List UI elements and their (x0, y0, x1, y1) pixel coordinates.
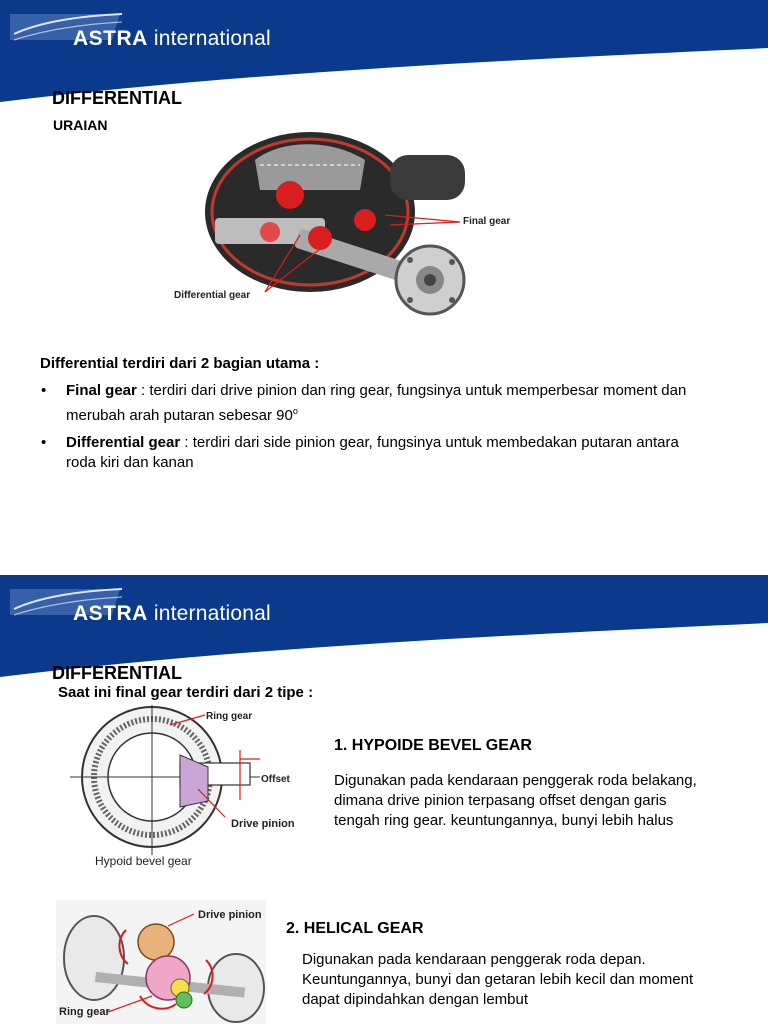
label-ring-gear-helical: Ring gear (59, 1006, 110, 1018)
label-drive-pinion-helical: Drive pinion (198, 909, 262, 921)
slide-2 (0, 575, 768, 1024)
bullet-dot: • (41, 434, 47, 451)
hypoid-caption: Hypoid bevel gear (95, 854, 192, 868)
label-drive-pinion: Drive pinion (231, 818, 295, 830)
hypoid-gear-illustration (70, 705, 300, 865)
slide-subtitle: URAIAN (53, 117, 108, 133)
slide-subtitle: Saat ini final gear terdiri dari 2 tipe : (58, 684, 314, 701)
label-ring-gear: Ring gear (206, 711, 253, 722)
label-differential-gear: Differential gear (174, 290, 251, 301)
label-offset: Offset (261, 774, 290, 785)
type2-heading: 2. HELICAL GEAR (286, 920, 424, 937)
brand-logo: ASTRA international (73, 27, 271, 50)
intro-text: Differential terdiri dari 2 bagian utama : (40, 355, 320, 372)
slide-gap (0, 560, 768, 575)
slide-title: DIFFERENTIAL (52, 663, 182, 683)
type1-heading: 1. HYPOIDE BEVEL GEAR (334, 737, 532, 754)
bullet-final-gear: Final gear : terdiri dari drive pinion dan ring gear, fungsinya untuk memperbesar moment dan merubah arah putaran sebesar 90$^o$ (66, 382, 687, 424)
brand-logo: ASTRA international (73, 602, 271, 625)
bullet-differential-gear: Differential gear : terdiri dari side pinion gear, fungsinya untuk membedakan putaran antara roda kiri dan kanan (66, 434, 679, 471)
type2-description: Digunakan pada kendaraan penggerak roda depan. Keuntungannya, bunyi dan getaran lebih kecil dan moment dapat dipindahkan dengan lembut (302, 951, 694, 1008)
type1-description: Digunakan pada kendaraan penggerak roda belakang, dimana drive pinion terpasang offset dengan garis tengah ring gear. keuntungannya, bunyi lebih halus (334, 772, 697, 829)
label-final-gear: Final gear (463, 216, 511, 227)
slide-title: DIFFERENTIAL (52, 88, 182, 108)
bullet-dot: • (41, 382, 47, 399)
